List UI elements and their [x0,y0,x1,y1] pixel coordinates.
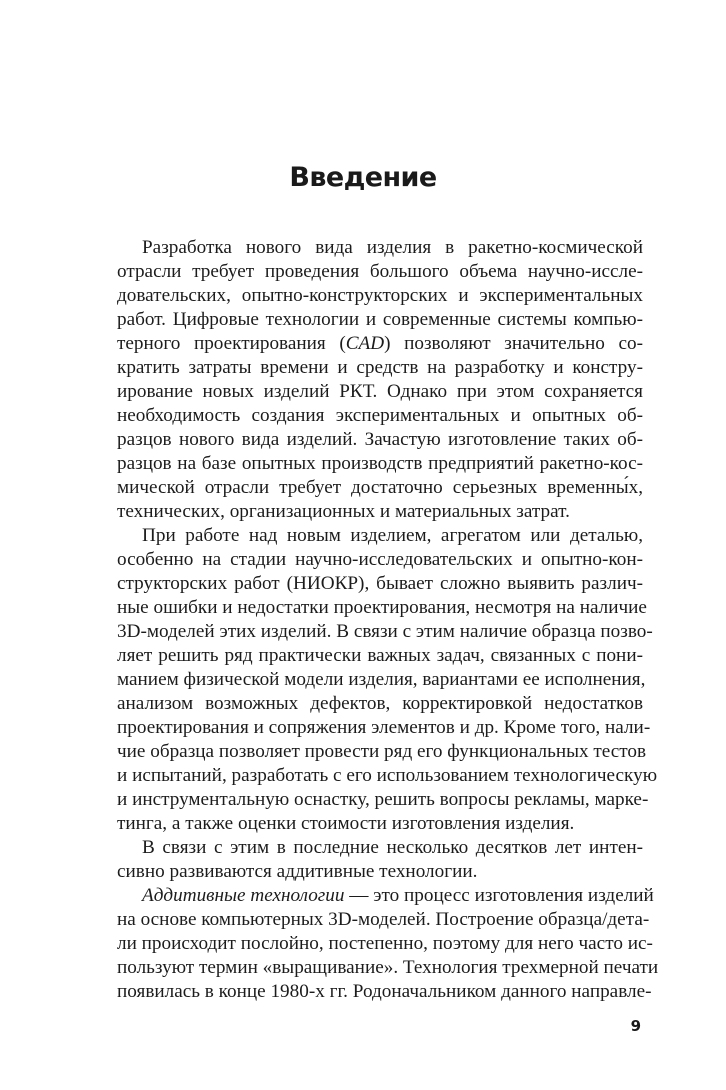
page-number: 9 [630,1017,641,1035]
text-line: разцов на базе опытных производств предприятий ракетно-кос- [117,453,643,474]
text-line: сивно развиваются аддитивные технологии. [117,861,478,882]
text-line: чие образца позволяет провести ряд его функциональных тестов [117,741,647,762]
text-line: Разработка нового вида изделия в ракетно-космической [142,237,643,258]
text-line: 3D-моделей этих изделий. В связи с этим наличие образца позво- [117,621,653,642]
text-line: ли происходит послойно, постепенно, поэтому для него часто ис- [117,933,653,954]
text-line: отрасли требует проведения большого объема научно-иссле- [117,261,643,282]
text-line: Аддитивные технологии — это процесс изготовления изделий [142,885,654,906]
text-line: пользуют термин «выращивание». Технология трехмерной печати [117,957,659,978]
text-line: структорских работ (НИОКР), бывает сложно выявить различ- [117,573,643,594]
text-line: особенно на стадии научно-исследовательских и опытно-кон- [117,549,643,570]
text-line: анализом возможных дефектов, корректировкой недостатков [117,693,643,714]
text-line: ирование новых изделий РКТ. Однако при этом сохраняется [117,381,643,402]
text-line: работ. Цифровые технологии и современные системы компью- [117,309,643,330]
text-line: разцов нового вида изделий. Зачастую изготовление таких об- [117,429,643,450]
text-line: манием физической модели изделия, вариантами ее исполнения, [117,669,646,690]
text-line: ные ошибки и недостатки проектирования, несмотря на наличие [117,597,647,618]
chapter-title: Введение [289,162,437,193]
text-line: и инструментальную оснастку, решить вопросы рекламы, марке- [117,789,649,810]
text-line: тинга, а также оценки стоимости изготовления изделия. [117,813,575,834]
text-line: технических, организационных и материальных затрат. [117,501,570,522]
text-line: терного проектирования (CAD) позволяют значительно со- [117,333,643,354]
text-line: ляет решить ряд практически важных задач, связанных с пони- [117,645,643,666]
text-line: на основе компьютерных 3D-моделей. Построение образца/дета- [117,909,650,930]
text-line: проектирования и сопряжения элементов и др. Кроме того, нали- [117,717,651,738]
text-line: В связи с этим в последние несколько десятков лет интен- [142,837,643,858]
text-line: необходимость создания экспериментальных и опытных об- [117,405,643,426]
text-line: и испытаний, разработать с его использованием технологическую [117,765,658,786]
text-line: При работе над новым изделием, агрегатом или деталью, [142,525,643,546]
text-line: мической отрасли требует достаточно серьезных временны́х, [117,477,643,498]
text-line: кратить затраты времени и средств на разработку и констру- [117,357,643,378]
text-line: довательских, опытно-конструкторских и экспериментальных [117,285,643,306]
text-line: появилась в конце 1980-х гг. Родоначальником данного направле- [117,981,652,1002]
